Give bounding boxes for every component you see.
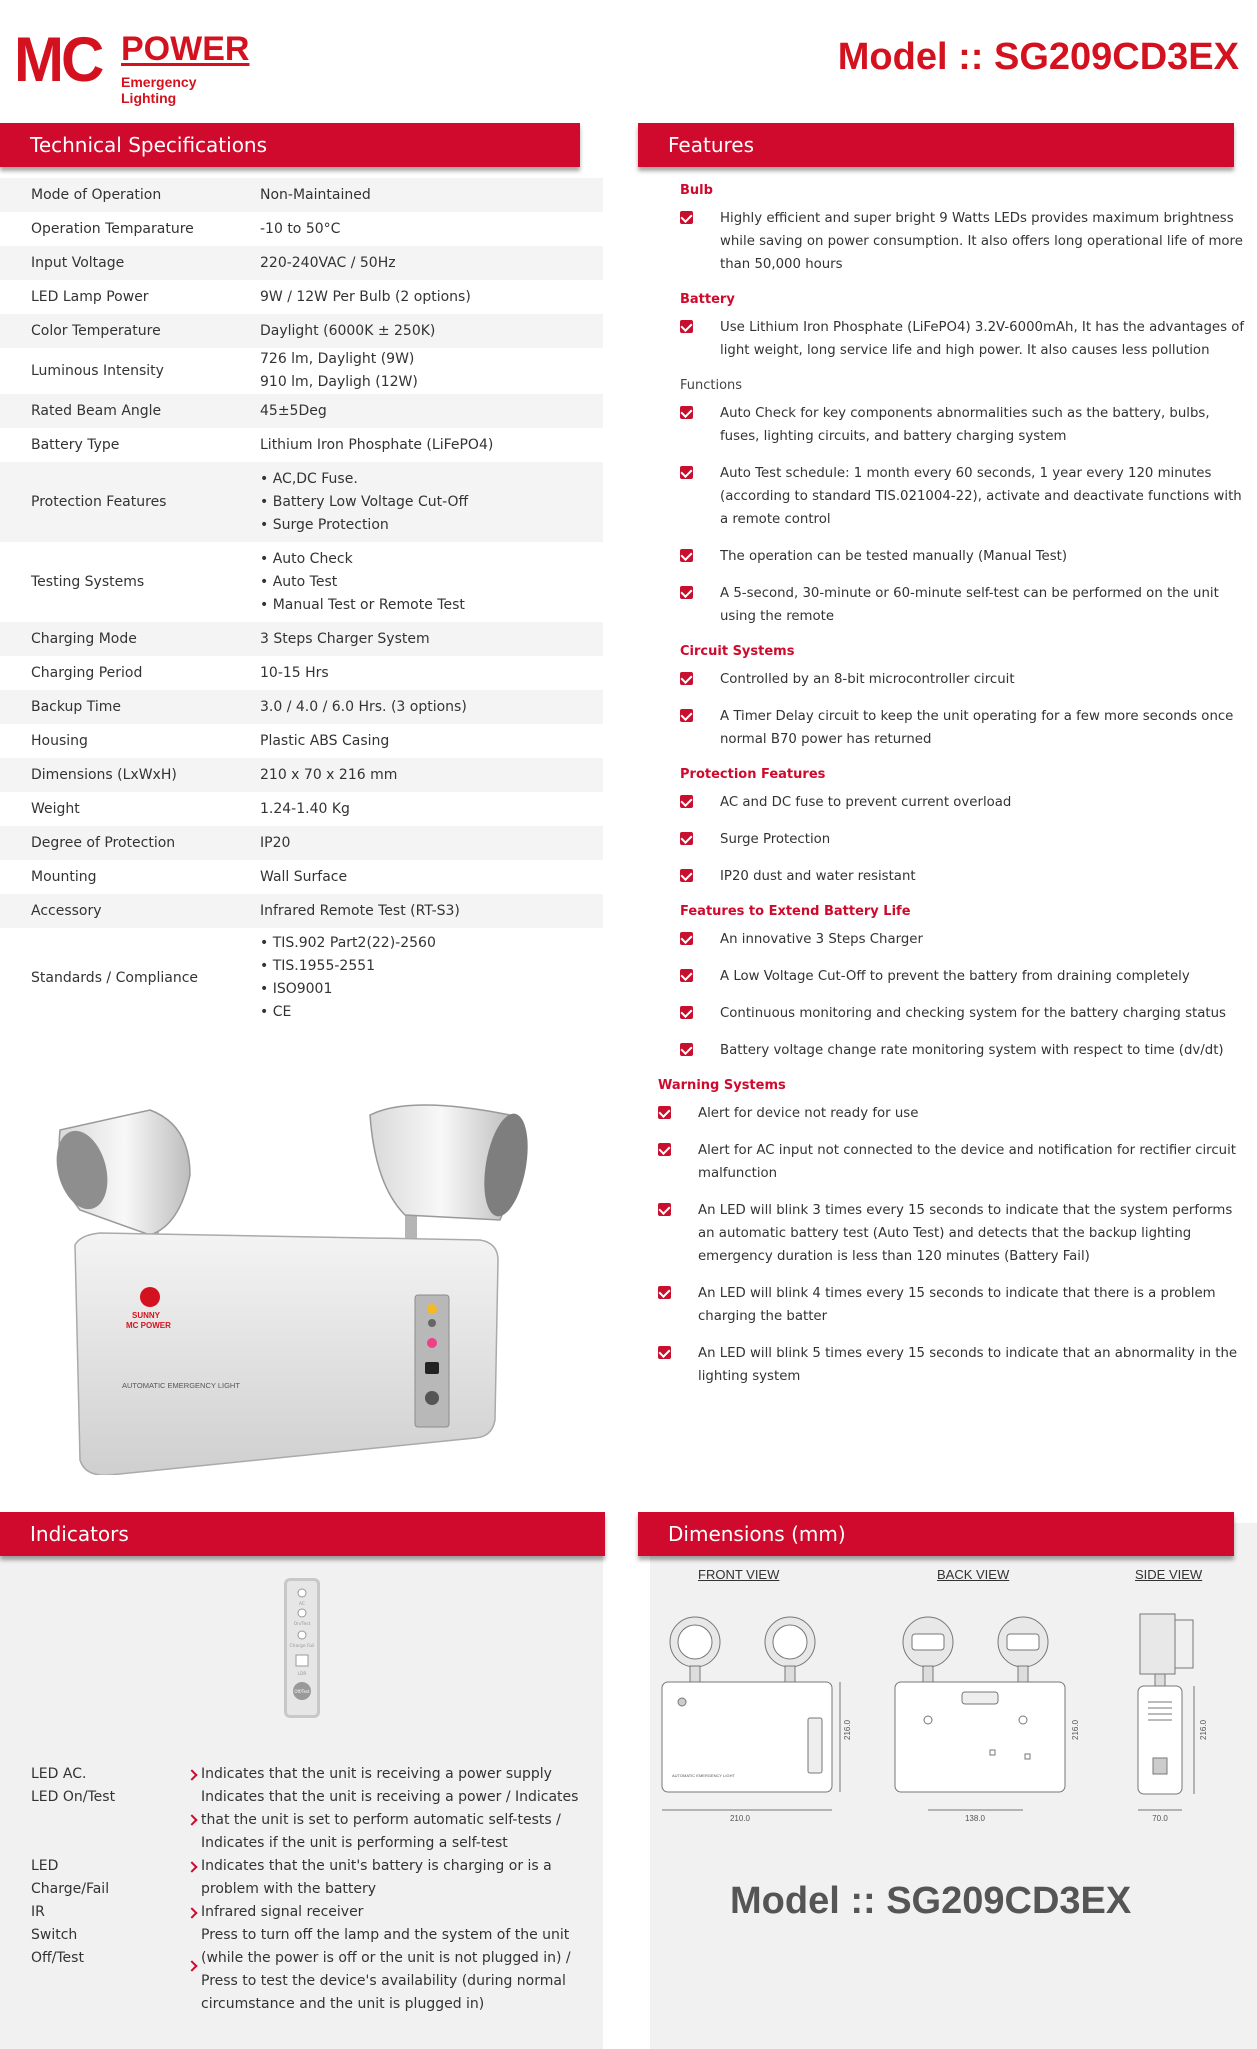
spec-label: Protection Features — [31, 494, 167, 510]
feature-category: Features to Extend Battery Life — [680, 904, 911, 919]
feature-item — [680, 965, 1257, 988]
feature-category: Protection Features — [680, 767, 826, 782]
spec-row — [0, 394, 603, 428]
checkbox-icon — [680, 406, 693, 419]
feature-text: Controlled by an 8-bit microcontroller circuit — [720, 672, 1015, 687]
spec-row — [0, 212, 603, 246]
checkbox-icon — [680, 320, 693, 333]
front-width-value: 210.0 — [729, 1814, 751, 1823]
feature-text: A 5-second, 30-minute or 60-minute self-test can be performed on the unit using the remote — [720, 586, 1219, 624]
feature-category: Circuit Systems — [680, 644, 795, 659]
feature-item — [658, 1102, 1257, 1125]
checkbox-icon — [680, 795, 693, 808]
front-view-label: FRONT VIEW — [698, 1567, 780, 1582]
spec-row — [0, 462, 603, 542]
indicators-section-header: Indicators — [0, 1512, 605, 1556]
spec-value: • Auto Check • Auto Test • Manual Test or Remote Test — [260, 550, 465, 613]
spec-row — [0, 758, 603, 792]
checkbox-icon — [680, 586, 693, 599]
checkbox-icon — [680, 932, 693, 945]
spec-row — [0, 928, 603, 1028]
spec-row — [0, 280, 603, 314]
feature-text: An LED will blink 4 times every 15 seconds to indicate that there is a problem charging the batter — [698, 1286, 1216, 1324]
feature-item — [680, 1002, 1257, 1025]
feature-text: An LED will blink 5 times every 15 seconds to indicate that an abnormality in the lighting system — [698, 1346, 1238, 1384]
spec-label: LED Lamp Power — [31, 289, 149, 305]
feature-category: Warning Systems — [658, 1078, 786, 1093]
side-depth-value: 70.0 — [1152, 1814, 1168, 1823]
feature-text: Alert for AC input not connected to the device and notification for rectifier circuit malfunction — [698, 1143, 1236, 1181]
spec-row — [0, 428, 603, 462]
indicator-label: Switch Off/Test — [31, 1927, 84, 1966]
feature-item — [680, 1039, 1257, 1062]
spec-label: Luminous Intensity — [31, 363, 164, 379]
spec-label: Battery Type — [31, 437, 120, 453]
spec-label: Testing Systems — [31, 574, 145, 590]
model-title-bottom: Model :: SG209CD3EX — [730, 1880, 1132, 1922]
spec-value: IP20 — [260, 834, 291, 851]
spec-label: Degree of Protection — [31, 835, 176, 851]
indicator-row — [31, 1924, 571, 2016]
side-height-value: 216.0 — [1199, 1719, 1208, 1740]
feature-item — [680, 402, 1257, 448]
spec-row — [0, 622, 603, 656]
feature-item — [680, 462, 1257, 531]
spec-row — [0, 894, 603, 928]
feature-category: Bulb — [680, 183, 713, 198]
checkbox-icon — [680, 1043, 693, 1056]
front-view-drawing — [662, 1617, 840, 1810]
feature-text: Surge Protection — [720, 832, 831, 847]
indicator-description: Indicates that the unit is receiving a power supply — [201, 1766, 552, 1782]
checkbox-icon — [680, 969, 693, 982]
control-strip — [415, 1295, 449, 1427]
indicator-description: Indicates that the unit's battery is charging or is a problem with the battery — [201, 1858, 552, 1897]
side-view-label: SIDE VIEW — [1135, 1567, 1203, 1582]
spec-value: • AC,DC Fuse. • Battery Low Voltage Cut-Off • Surge Protection — [260, 470, 469, 533]
spec-value: 726 lm, Daylight (9W) 910 lm, Dayligh (12W) — [260, 351, 418, 390]
spec-row — [0, 314, 603, 348]
checkbox-icon — [658, 1143, 671, 1156]
feature-item — [658, 1282, 1257, 1328]
remote-label-off-test: Off/Test — [294, 1689, 310, 1694]
spec-value: Wall Surface — [260, 868, 348, 885]
spec-value: 3 Steps Charger System — [260, 630, 430, 647]
spec-row — [0, 348, 603, 394]
feature-text: Auto Check for key components abnormalities such as the battery, bulbs, fuses, lighting circuits, and battery charging system — [720, 406, 1210, 444]
spec-row — [0, 826, 603, 860]
spec-label: Operation Temparature — [31, 221, 194, 237]
back-view-label: BACK VIEW — [937, 1567, 1010, 1582]
indicator-list — [31, 1763, 579, 2016]
indicator-remote-illustration — [284, 1578, 320, 1718]
logo-power-text: POWER — [121, 30, 250, 68]
feature-item — [680, 316, 1257, 362]
spec-label: Standards / Compliance — [31, 970, 199, 986]
spec-row — [0, 860, 603, 894]
feature-text: Use Lithium Iron Phosphate (LiFePO4) 3.2V-6000mAh, It has the advantages of light weight, long service life and high power. It also causes less pollution — [720, 320, 1245, 358]
spec-row — [0, 792, 603, 826]
spec-value: 1.24-1.40 Kg — [260, 800, 350, 817]
feature-item — [680, 207, 1257, 276]
spec-label: Backup Time — [31, 699, 122, 715]
led-charge-fail-icon — [427, 1338, 437, 1348]
spec-label: Color Temperature — [31, 323, 161, 339]
spec-row — [0, 656, 603, 690]
spec-row — [0, 246, 603, 280]
features-list — [658, 183, 1257, 1402]
feature-item — [680, 582, 1257, 628]
brand-logo — [14, 24, 254, 106]
spec-label: Weight — [31, 801, 80, 817]
remote-label-on-test: On/Test — [293, 1622, 311, 1627]
indicator-label: IR — [31, 1904, 45, 1920]
back-height-value: 216.0 — [1071, 1719, 1080, 1740]
checkbox-icon — [658, 1203, 671, 1216]
product-brand-bottom: MC POWER — [126, 1321, 171, 1330]
chevron-right-icon — [186, 1814, 197, 1825]
checkbox-icon — [658, 1106, 671, 1119]
spec-value: • TIS.902 Part2(22)-2560 • TIS.1955-2551 • ISO9001 • CE — [260, 935, 436, 1020]
spec-row — [0, 690, 603, 724]
back-spacing-value: 138.0 — [964, 1814, 986, 1823]
feature-item — [680, 928, 1257, 951]
feature-text: Battery voltage change rate monitoring system with respect to time (dv/dt) — [720, 1043, 1224, 1058]
features-section-header: Features — [638, 123, 1234, 167]
product-brand-top: SUNNY — [132, 1311, 161, 1320]
sunny-logo-icon — [140, 1287, 160, 1307]
ir-receiver-icon — [425, 1362, 439, 1374]
chevron-right-icon — [186, 1907, 197, 1918]
spec-value: 3.0 / 4.0 / 6.0 Hrs. (3 options) — [260, 698, 467, 715]
indicator-label: LED AC. — [31, 1766, 87, 1782]
spec-value: -10 to 50°C — [260, 220, 341, 237]
product-panel-text: AUTOMATIC EMERGENCY LIGHT — [122, 1381, 240, 1390]
led-ac-icon — [427, 1304, 437, 1314]
left-lamp-head — [48, 1110, 190, 1250]
feature-item — [658, 1199, 1257, 1268]
feature-item — [658, 1342, 1257, 1388]
spec-value: Daylight (6000K ± 250K) — [260, 322, 436, 339]
spec-label: Charging Period — [31, 665, 143, 681]
checkbox-icon — [658, 1346, 671, 1359]
feature-item — [680, 668, 1257, 691]
led-on-test-icon — [428, 1319, 436, 1327]
side-view-drawing — [1138, 1614, 1194, 1810]
feature-item — [680, 545, 1257, 568]
feature-item — [680, 828, 1257, 851]
feature-category: Battery — [680, 292, 735, 307]
spec-label: Mode of Operation — [31, 187, 162, 203]
product-image — [40, 1085, 560, 1475]
feature-item — [680, 705, 1257, 751]
feature-text: Auto Test schedule: 1 month every 60 seconds, 1 year every 120 minutes (according to standard TIS.021004-22), activate and deactivate functions with a remote control — [720, 466, 1242, 527]
indicator-description: Infrared signal receiver — [201, 1904, 364, 1920]
logo-mc-text: MC — [14, 24, 102, 95]
indicator-description: Indicates that the unit is receiving a power / Indicates that the unit is set to perform automatic self-tests / Indicates if the unit is performing a self-test — [201, 1789, 579, 1851]
spec-value: 45±5Deg — [260, 402, 327, 419]
spec-section-header: Technical Specifications — [0, 123, 580, 167]
front-height-value: 216.0 — [843, 1719, 852, 1740]
dimension-drawings — [650, 1590, 1257, 1850]
indicator-row — [31, 1855, 571, 1901]
remote-label-ldr: LDR — [297, 1672, 307, 1677]
spec-row — [0, 178, 603, 212]
spec-label: Rated Beam Angle — [31, 403, 162, 419]
checkbox-icon — [680, 709, 693, 722]
back-view-drawing — [895, 1617, 1065, 1810]
spec-label: Dimensions (LxWxH) — [31, 767, 177, 783]
checkbox-icon — [680, 869, 693, 882]
feature-text: A Low Voltage Cut-Off to prevent the battery from draining completely — [720, 969, 1190, 984]
checkbox-icon — [680, 549, 693, 562]
feature-category: Functions — [680, 378, 743, 393]
feature-text: Alert for device not ready for use — [698, 1106, 919, 1121]
feature-item — [680, 865, 1257, 888]
chevron-right-icon — [186, 1861, 197, 1872]
model-title-top: Model :: SG209CD3EX — [837, 36, 1239, 78]
front-panel-text: AUTOMATIC EMERGENCY LIGHT — [672, 1773, 735, 1778]
spec-value: 10-15 Hrs — [260, 664, 329, 681]
spec-value: 9W / 12W Per Bulb (2 options) — [260, 288, 471, 305]
spec-label: Input Voltage — [31, 255, 125, 271]
chevron-right-icon — [186, 1769, 197, 1780]
feature-item — [658, 1139, 1257, 1185]
spec-row — [0, 724, 603, 758]
feature-text: IP20 dust and water resistant — [720, 869, 916, 884]
indicator-label: LED Charge/Fail — [31, 1858, 110, 1897]
indicator-row — [31, 1763, 571, 1786]
spec-value: Infrared Remote Test (RT-S3) — [260, 902, 460, 919]
spec-value: Non-Maintained — [260, 186, 371, 203]
checkbox-icon — [658, 1286, 671, 1299]
spec-value: 220-240VAC / 50Hz — [260, 254, 396, 271]
feature-text: A Timer Delay circuit to keep the unit operating for a few more seconds once normal B70 power has returned — [720, 709, 1234, 747]
logo-subtitle: Emergency Lighting — [121, 74, 197, 106]
feature-text: The operation can be tested manually (Manual Test) — [720, 549, 1068, 564]
checkbox-icon — [680, 211, 693, 224]
spec-value: Plastic ABS Casing — [260, 732, 390, 749]
feature-text: Highly efficient and super bright 9 Watts LEDs provides maximum brightness while saving on power consumption. It also offers long operational life of more than 50,000 hours — [720, 211, 1243, 272]
spec-row — [0, 542, 603, 622]
remote-label-charge-fail: Charge Fail — [289, 1644, 315, 1649]
spec-value: 210 x 70 x 216 mm — [260, 766, 398, 783]
spec-label: Charging Mode — [31, 631, 137, 647]
dimensions-section-header: Dimensions (mm) — [638, 1512, 1234, 1556]
remote-label-ac: AC — [298, 1602, 306, 1607]
off-test-switch-icon — [425, 1391, 439, 1405]
chevron-right-icon — [186, 1960, 197, 1971]
spec-label: Accessory — [31, 903, 102, 919]
spec-value: Lithium Iron Phosphate (LiFePO4) — [260, 436, 494, 453]
feature-item — [680, 791, 1257, 814]
indicator-description: Press to turn off the lamp and the system of the unit (while the power is off or the unit is not plugged in) / Press to test the device's availability (during normal circumstance and the unit is plugged in) — [201, 1927, 571, 2012]
checkbox-icon — [680, 466, 693, 479]
checkbox-icon — [680, 672, 693, 685]
indicator-row — [31, 1901, 571, 1924]
indicator-label: LED On/Test — [31, 1789, 116, 1805]
feature-text: An innovative 3 Steps Charger — [720, 932, 923, 947]
feature-text: An LED will blink 3 times every 15 seconds to indicate that the system performs an automatic battery test (Auto Test) and detects that the backup lighting emergency duration is less than 120 minutes (Battery Fail) — [698, 1203, 1233, 1264]
indicator-row — [31, 1786, 579, 1855]
spec-label: Housing — [31, 733, 88, 749]
feature-text: AC and DC fuse to prevent current overload — [720, 795, 1012, 810]
checkbox-icon — [680, 1006, 693, 1019]
feature-text: Continuous monitoring and checking system for the battery charging status — [720, 1006, 1226, 1021]
right-lamp-head — [370, 1105, 535, 1250]
spec-label: Mounting — [31, 869, 97, 885]
spec-table — [0, 178, 603, 1028]
checkbox-icon — [680, 832, 693, 845]
